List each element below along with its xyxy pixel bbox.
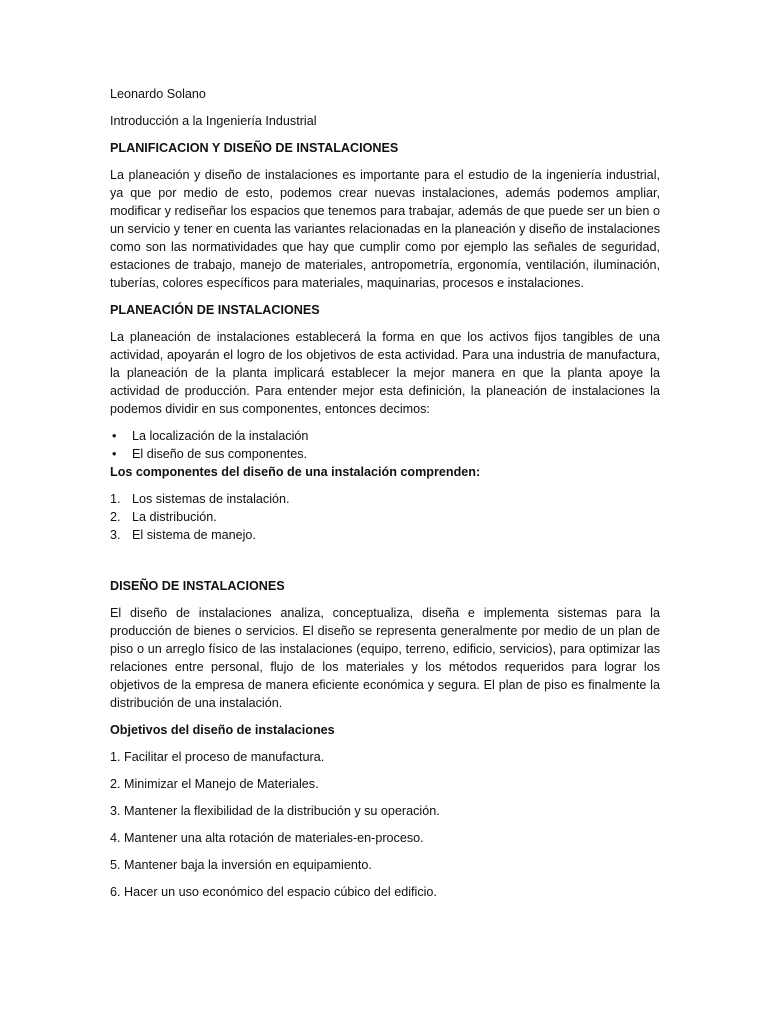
- objectives-heading: Objetivos del diseño de instalaciones: [110, 723, 335, 737]
- planeacion-paragraph: La planeación de instalaciones establecerá la forma en que los activos fijos tangibles de una actividad, apoyarán el logro de los objetivos de esta actividad. Para una industria de manufactura, la planeación de la planta implicará establecer la mejor manera en que la planta apoye la actividad de producción. Para entender mejor esta definición, la planeación de instalaciones la podemos dividir en sus componentes, entonces decimos:: [110, 330, 660, 416]
- list-number: 1.: [110, 492, 121, 506]
- spacer: [110, 544, 660, 562]
- document-title: PLANIFICACION Y DISEÑO DE INSTALACIONES: [110, 141, 399, 155]
- objective-item: 1. Facilitar el proceso de manufactura.: [110, 750, 325, 764]
- components-list: [110, 490, 660, 544]
- objective-item: 6. Hacer un uso económico del espacio cúbico del edificio.: [110, 885, 437, 899]
- planeacion-bullet-list: [110, 427, 660, 463]
- list-item-text: El sistema de manejo.: [132, 528, 256, 542]
- list-number: 2.: [110, 510, 121, 524]
- document-body: [110, 85, 660, 910]
- objective-item: 5. Mantener baja la inversión en equipamiento.: [110, 858, 372, 872]
- diseno-paragraph: El diseño de instalaciones analiza, conceptualiza, diseña e implementa sistemas para la producción de bienes o servicios. El diseño se representa generalmente por medio de un plan de piso o un arreglo físico de las instalaciones (equipo, terreno, edificio, servicios), para optimizar las relaciones entre personal, flujo de los materiales y los métodos requeridos para lograr los objetivos de la empresa de manera eficiente económica y segura. El plan de piso es finalmente la distribución de una instalación.: [110, 606, 660, 710]
- author-name: Leonardo Solano: [110, 87, 206, 101]
- list-item: [110, 526, 660, 544]
- list-item: • La localización de la instalación: [110, 427, 660, 445]
- list-item-text: La distribución.: [132, 510, 217, 524]
- planeacion-heading: PLANEACIÓN DE INSTALACIONES: [110, 303, 320, 317]
- objective-item: 2. Minimizar el Manejo de Materiales.: [110, 777, 319, 791]
- spacer: [110, 562, 660, 577]
- diseno-heading: DISEÑO DE INSTALACIONES: [110, 579, 285, 593]
- list-item-text: Los sistemas de instalación.: [132, 492, 290, 506]
- list-item: [110, 490, 660, 508]
- objective-item: 3. Mantener la flexibilidad de la distribución y su operación.: [110, 804, 440, 818]
- list-item: [110, 508, 660, 526]
- intro-paragraph: La planeación y diseño de instalaciones es importante para el estudio de la ingeniería industrial, ya que por medio de esto, podemos crear nuevas instalaciones, además podemos ampliar, modificar y rediseñar los espacios que tenemos para trabajar, además de que puede ser un bien o un servicio y tener en cuenta las variantes relacionadas en la planeación y diseño de instalaciones como son las normatividades que hay que cumplir como por ejemplo las señales de seguridad, estaciones de trabajo, manejo de materiales, antropometría, ergonomía, ventilación, iluminación, tuberías, colores específicos para materiales, maquinarias, procesos e instalaciones.: [110, 168, 660, 290]
- course-name: Introducción a la Ingeniería Industrial: [110, 114, 317, 128]
- list-number: 3.: [110, 528, 121, 542]
- list-item: • El diseño de sus componentes.: [110, 445, 660, 463]
- objective-item: 4. Mantener una alta rotación de materiales-en-proceso.: [110, 831, 424, 845]
- components-heading: Los componentes del diseño de una instalación comprenden:: [110, 465, 481, 479]
